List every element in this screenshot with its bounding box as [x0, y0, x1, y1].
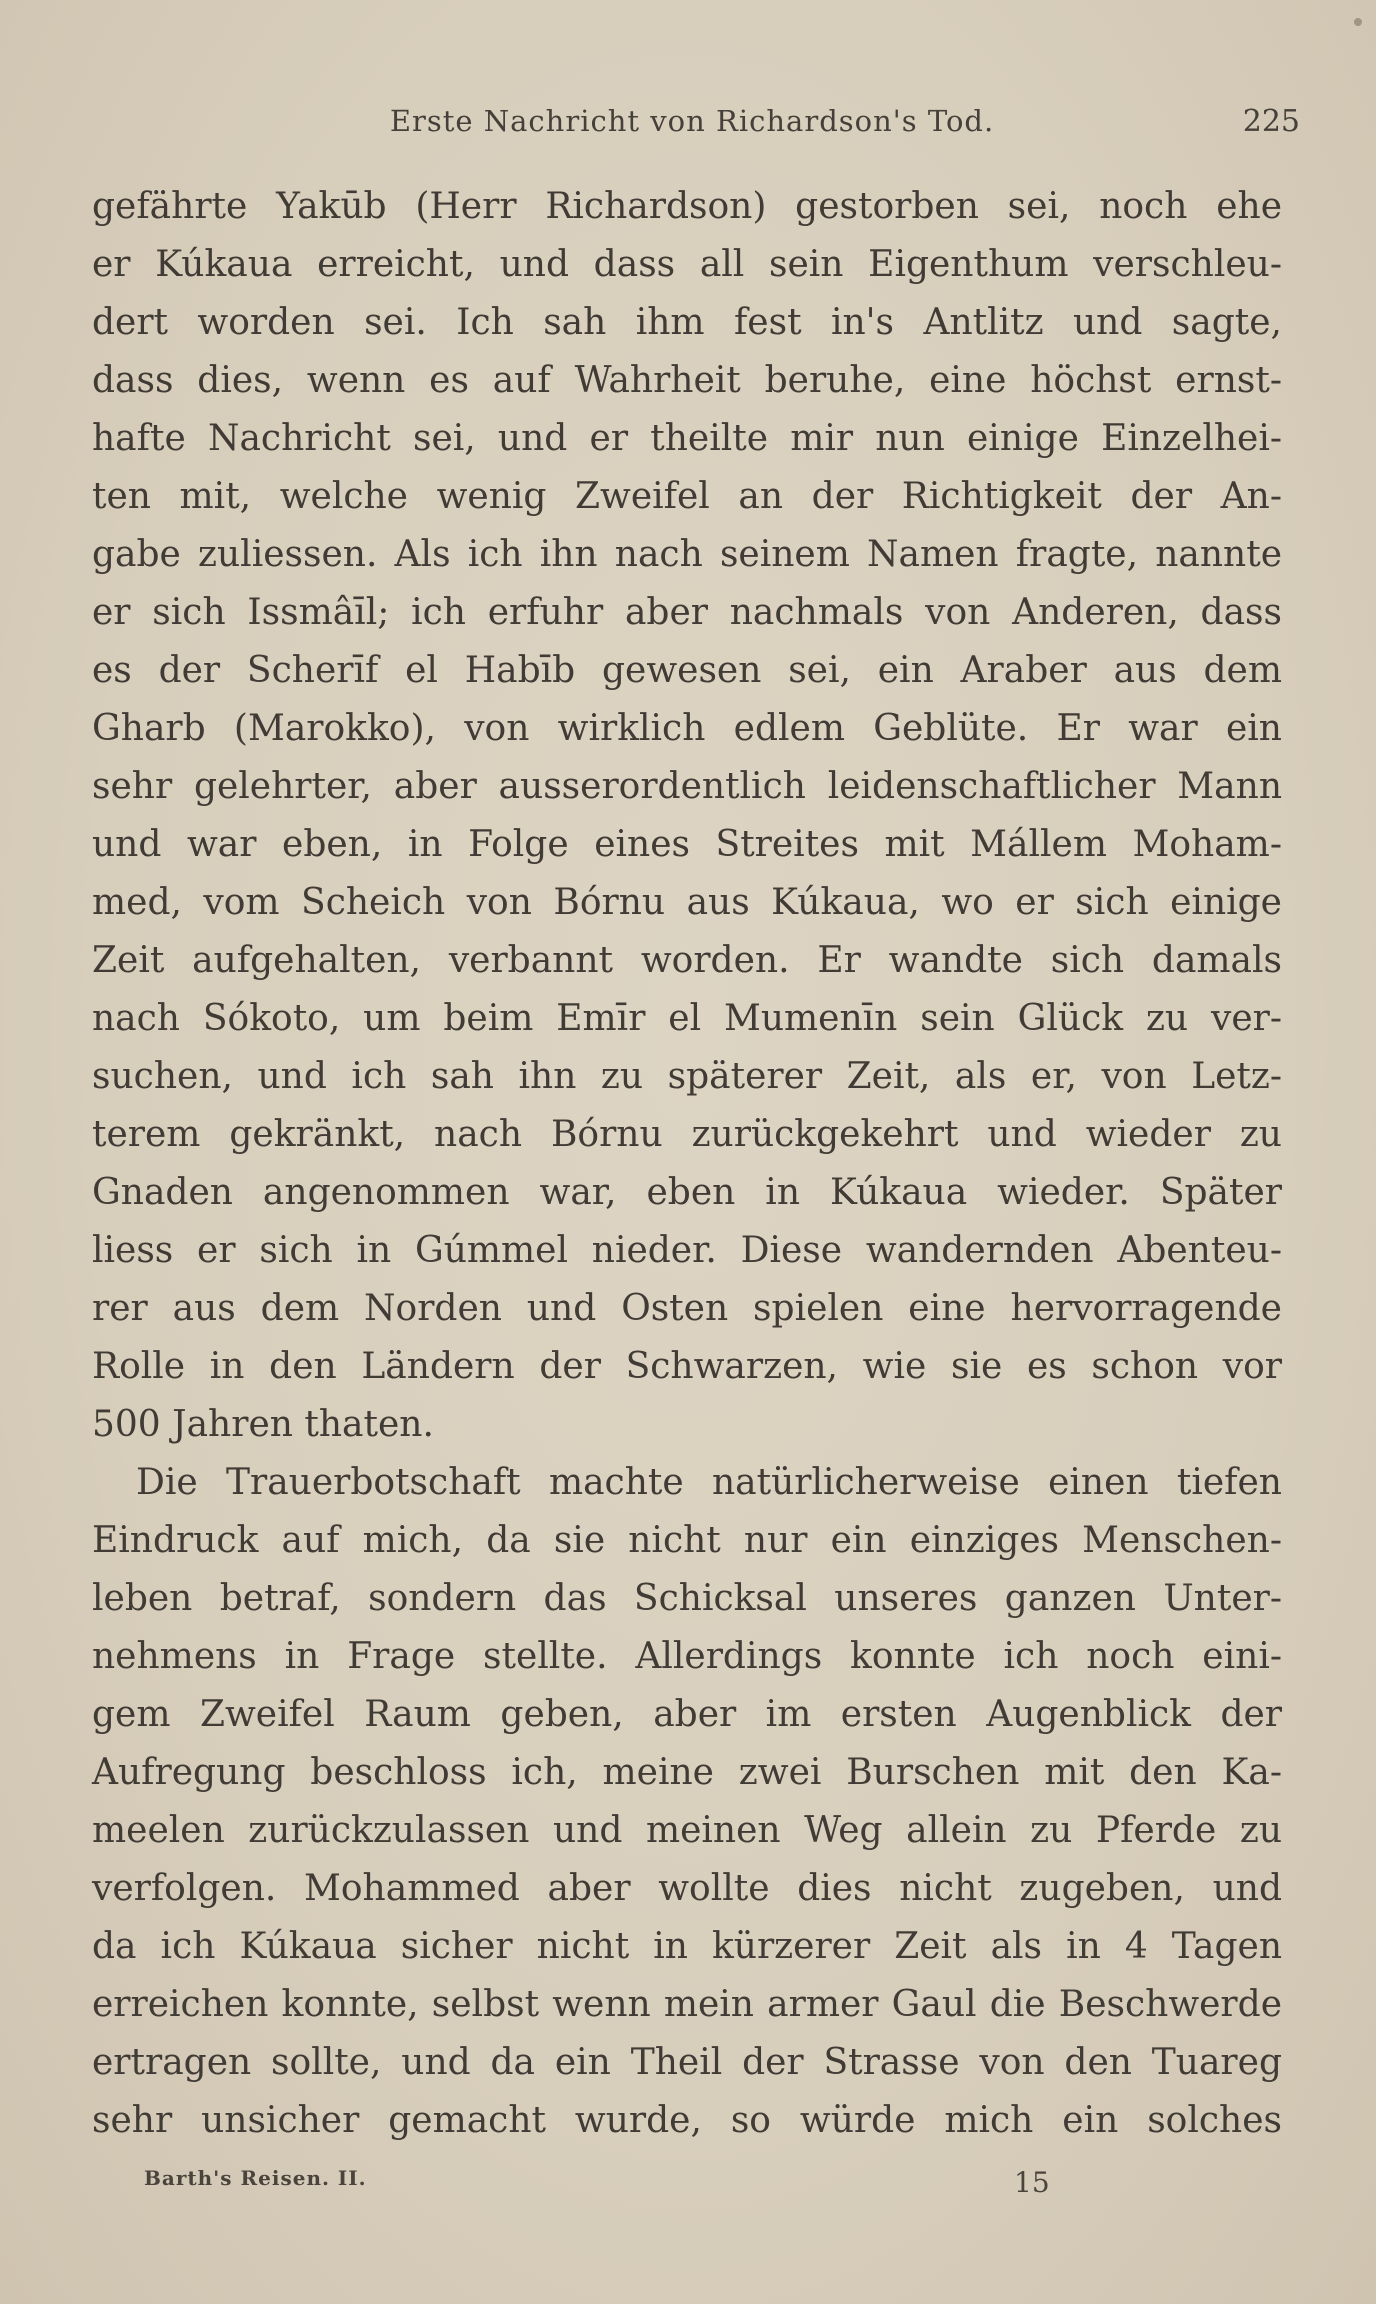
running-head — [92, 104, 1300, 152]
text-line: er sich Issmâīl; ich erfuhr aber nachmals von Anderen, dass — [92, 592, 1282, 633]
text-line: meelen zurückzulassen und meinen Weg allein zu Pferde zu — [92, 1810, 1282, 1851]
text-line: da ich Kúkaua sicher nicht in kürzerer Zeit als in 4 Tagen — [92, 1926, 1282, 1967]
text-line: ten mit, welche wenig Zweifel an der Richtigkeit der An- — [92, 476, 1282, 517]
text-line: gefährte Yakūb (Herr Richardson) gestorben sei, noch ehe — [92, 186, 1282, 227]
text-line: 500 Jahren thaten. — [92, 1404, 434, 1445]
text-line: sehr unsicher gemacht wurde, so würde mich ein solches — [92, 2100, 1282, 2141]
text-line: suchen, und ich sah ihn zu späterer Zeit, als er, von Letz- — [92, 1056, 1282, 1097]
text-line: terem gekränkt, nach Bórnu zurückgekehrt und wieder zu — [92, 1114, 1282, 1155]
paragraph-1 — [92, 178, 1282, 1454]
text-line: Aufregung beschloss ich, meine zwei Burschen mit den Ka- — [92, 1752, 1282, 1793]
text-line: er Kúkaua erreicht, und dass all sein Eigenthum verschleu- — [92, 244, 1282, 285]
text-line: dert worden sei. Ich sah ihm fest in's Antlitz und sagte, — [92, 302, 1282, 343]
body-text — [92, 178, 1282, 2150]
sheet-number: 15 — [1014, 2166, 1050, 2199]
text-line: Gharb (Marokko), von wirklich edlem Geblüte. Er war ein — [92, 708, 1282, 749]
text-line: nach Sókoto, um beim Emīr el Mumenīn sein Glück zu ver- — [92, 998, 1282, 1039]
text-line: erreichen konnte, selbst wenn mein armer Gaul die Beschwerde — [92, 1984, 1282, 2025]
text-line: Zeit aufgehalten, verbannt worden. Er wandte sich damals — [92, 940, 1282, 981]
text-line: gem Zweifel Raum geben, aber im ersten Augenblick der — [92, 1694, 1282, 1735]
text-line: Eindruck auf mich, da sie nicht nur ein einziges Menschen- — [92, 1520, 1282, 1561]
text-line: ertragen sollte, und da ein Theil der Strasse von den Tuareg — [92, 2042, 1282, 2083]
text-line: und war eben, in Folge eines Streites mit Mállem Moham- — [92, 824, 1282, 865]
text-line: sehr gelehrter, aber ausserordentlich leidenschaftlicher Mann — [92, 766, 1282, 807]
text-line: leben betraf, sondern das Schicksal unseres ganzen Unter- — [92, 1578, 1282, 1619]
text-line: gabe zuliessen. Als ich ihn nach seinem Namen fragte, nannte — [92, 534, 1282, 575]
paragraph-2 — [92, 1454, 1282, 2150]
text-line: verfolgen. Mohammed aber wollte dies nicht zugeben, und — [92, 1868, 1282, 1909]
text-line: es der Scherīf el Habīb gewesen sei, ein Araber aus dem — [92, 650, 1282, 691]
text-line: hafte Nachricht sei, und er theilte mir nun einige Einzelhei- — [92, 418, 1282, 459]
text-line: dass dies, wenn es auf Wahrheit beruhe, eine höchst ernst- — [92, 360, 1282, 401]
text-line: Rolle in den Ländern der Schwarzen, wie sie es schon vor — [92, 1346, 1282, 1387]
text-line: Gnaden angenommen war, eben in Kúkaua wieder. Später — [92, 1172, 1282, 1213]
text-line: Die Trauerbotschaft machte natürlicherweise einen tiefen — [136, 1462, 1282, 1503]
running-title: Erste Nachricht von Richardson's Tod. — [389, 104, 995, 138]
page-footer — [144, 2166, 1144, 2206]
text-line: nehmens in Frage stellte. Allerdings konnte ich noch eini- — [92, 1636, 1282, 1677]
corner-dot-mark — [1354, 18, 1362, 26]
text-line: rer aus dem Norden und Osten spielen eine hervorragende — [92, 1288, 1282, 1329]
page-number: 225 — [1242, 104, 1300, 139]
text-line: med, vom Scheich von Bórnu aus Kúkaua, wo er sich einige — [92, 882, 1282, 923]
text-line: liess er sich in Gúmmel nieder. Diese wandernden Abenteu- — [92, 1230, 1282, 1271]
signature-label: Barth's Reisen. II. — [144, 2166, 367, 2190]
